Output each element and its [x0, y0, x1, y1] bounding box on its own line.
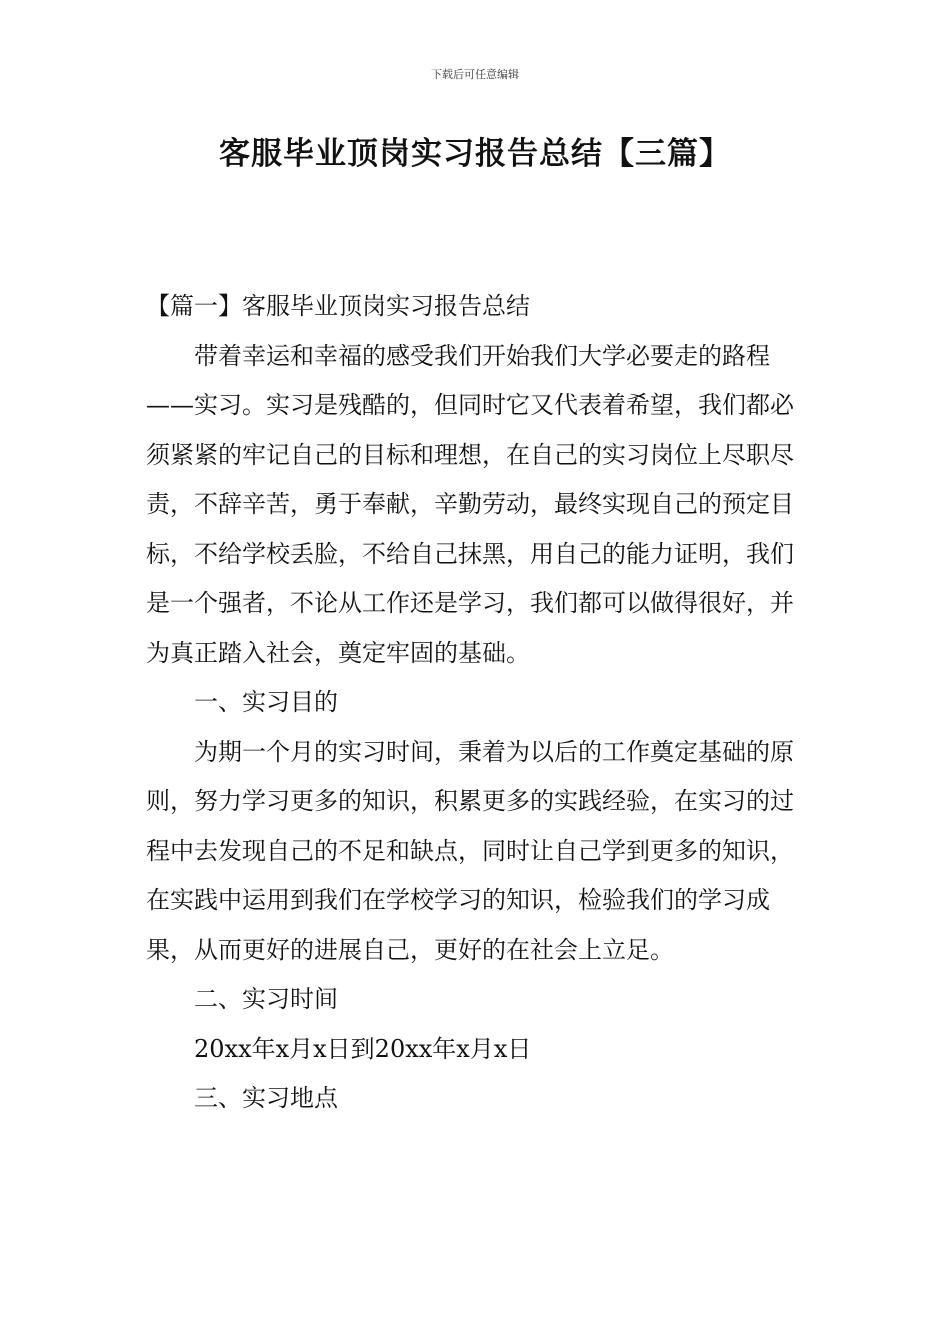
- purpose-paragraph: 为期一个月的实习时间，秉着为以后的工作奠定基础的原则，努力学习更多的知识，积累更多的实践经验，在实习的过程中去发现自己的不足和缺点，同时让自己学到更多的知识，在实践中运用到我们在学校学习的知识，检验我们的学习成果，从而更好的进展自己，更好的在社会上立足。: [146, 737, 794, 964]
- heading-time: 二、实习时间: [194, 985, 338, 1013]
- section-title: 【篇一】客服毕业顶岗实习报告总结: [146, 292, 530, 320]
- intro-paragraph: 带着幸运和幸福的感受我们开始我们大学必要走的路程——实习。实习是残酷的，但同时它又代表着希望，我们都必须紧紧的牢记自己的目标和理想，在自己的实习岗位上尽职尽责，不辞辛苦，勇于奉献，辛勤劳动，最终实现自己的预定目标，不给学校丢脸，不给自己抹黑，用自己的能力证明，我们是一个强者，不论从工作还是学习，我们都可以做得很好，并为真正踏入社会，奠定牢固的基础。: [146, 341, 794, 667]
- time-paragraph: 20xx年x月x日到20xx年x月x日: [194, 1034, 532, 1063]
- heading-location: 三、实习地点: [194, 1084, 338, 1112]
- header-note: 下载后可任意编辑: [431, 68, 519, 81]
- heading-purpose: 一、实习目的: [194, 688, 338, 716]
- document-title: 客服毕业顶岗实习报告总结【三篇】: [219, 136, 731, 172]
- document-body: [146, 282, 806, 1124]
